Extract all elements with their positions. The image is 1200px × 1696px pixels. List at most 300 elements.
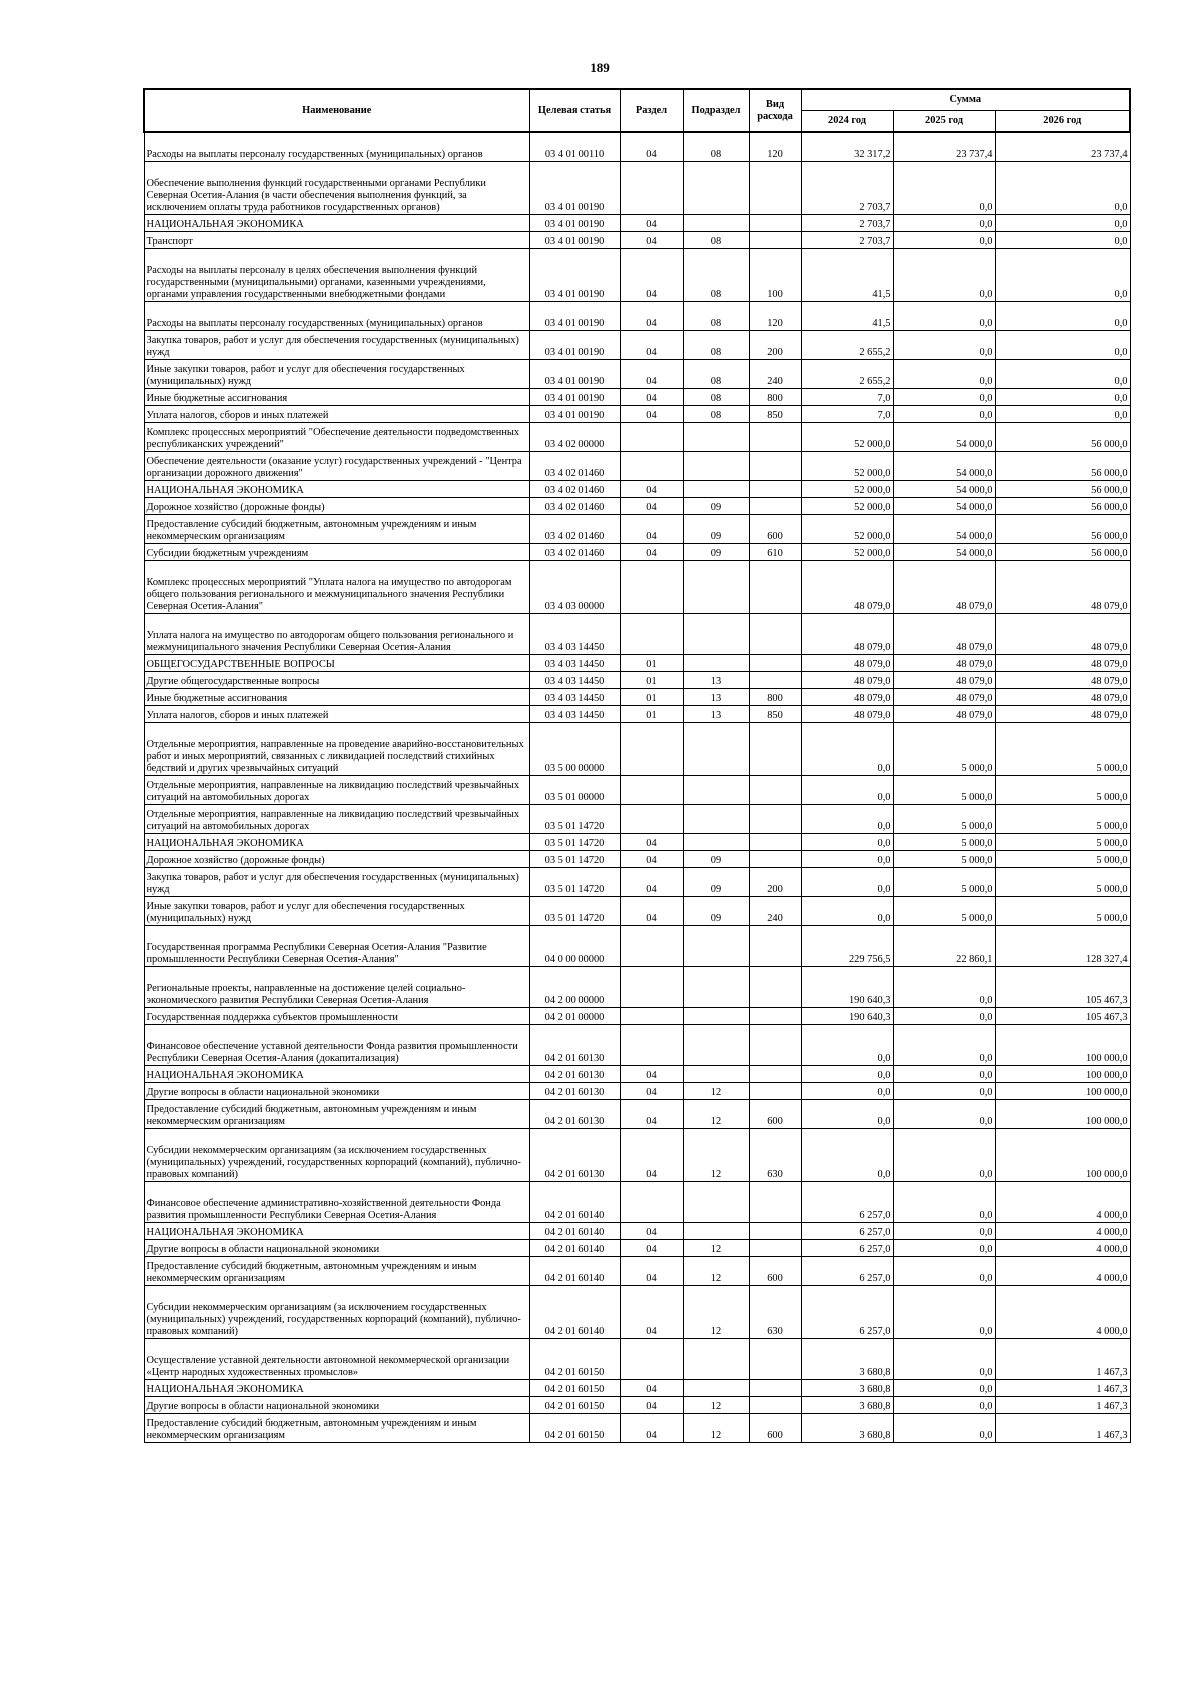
cell-name: Транспорт [144, 232, 529, 249]
cell-2026: 5 000,0 [995, 868, 1130, 897]
cell-2026: 4 000,0 [995, 1182, 1130, 1223]
cell-expense-type [749, 1182, 801, 1223]
table-row [144, 1257, 1130, 1286]
table-row [144, 515, 1130, 544]
cell-name: НАЦИОНАЛЬНАЯ ЭКОНОМИКА [144, 215, 529, 232]
cell-section: 04 [620, 1380, 683, 1397]
cell-subsection: 08 [683, 331, 749, 360]
cell-target: 03 4 01 00190 [529, 360, 620, 389]
cell-target: 03 4 03 14450 [529, 689, 620, 706]
cell-2026: 105 467,3 [995, 1008, 1130, 1025]
table-row [144, 672, 1130, 689]
cell-2024: 3 680,8 [801, 1397, 893, 1414]
cell-target: 04 2 01 60150 [529, 1380, 620, 1397]
cell-subsection [683, 423, 749, 452]
table-row [144, 834, 1130, 851]
cell-section [620, 1025, 683, 1066]
cell-section [620, 926, 683, 967]
cell-section: 04 [620, 406, 683, 423]
cell-2025: 54 000,0 [893, 452, 995, 481]
cell-2025: 0,0 [893, 1223, 995, 1240]
cell-2026: 5 000,0 [995, 723, 1130, 776]
cell-name: Региональные проекты, направленные на достижение целей социально-экономического развития Республики Северная Осетия-Алания [144, 967, 529, 1008]
cell-2026: 56 000,0 [995, 481, 1130, 498]
cell-2026: 0,0 [995, 406, 1130, 423]
cell-expense-type [749, 1066, 801, 1083]
cell-2026: 0,0 [995, 232, 1130, 249]
cell-name: Расходы на выплаты персоналу государственных (муниципальных) органов [144, 302, 529, 331]
cell-name: Закупка товаров, работ и услуг для обеспечения государственных (муниципальных) нужд [144, 868, 529, 897]
cell-target: 04 2 01 60140 [529, 1223, 620, 1240]
cell-2025: 48 079,0 [893, 561, 995, 614]
cell-2026: 5 000,0 [995, 851, 1130, 868]
cell-target: 03 4 01 00190 [529, 232, 620, 249]
cell-subsection: 12 [683, 1414, 749, 1443]
cell-subsection [683, 452, 749, 481]
table-row [144, 926, 1130, 967]
cell-2026: 128 327,4 [995, 926, 1130, 967]
cell-2024: 52 000,0 [801, 498, 893, 515]
cell-2025: 0,0 [893, 1414, 995, 1443]
table-row [144, 805, 1130, 834]
cell-2024: 2 703,7 [801, 232, 893, 249]
cell-target: 04 2 00 00000 [529, 967, 620, 1008]
table-row [144, 132, 1130, 162]
cell-2024: 3 680,8 [801, 1380, 893, 1397]
cell-section [620, 614, 683, 655]
cell-target: 03 4 01 00110 [529, 132, 620, 162]
cell-section: 04 [620, 1397, 683, 1414]
cell-name: Предоставление субсидий бюджетным, автономным учреждениям и иным некоммерческим организациям [144, 1257, 529, 1286]
cell-target: 03 5 01 14720 [529, 897, 620, 926]
cell-2025: 0,0 [893, 302, 995, 331]
cell-subsection [683, 967, 749, 1008]
table-row [144, 723, 1130, 776]
cell-name: Предоставление субсидий бюджетным, автономным учреждениям и иным некоммерческим организациям [144, 515, 529, 544]
cell-expense-type [749, 851, 801, 868]
cell-subsection: 09 [683, 498, 749, 515]
cell-section: 04 [620, 1129, 683, 1182]
cell-2025: 0,0 [893, 1100, 995, 1129]
cell-2024: 0,0 [801, 723, 893, 776]
cell-subsection [683, 561, 749, 614]
cell-2024: 0,0 [801, 834, 893, 851]
table-row [144, 360, 1130, 389]
cell-name: Расходы на выплаты персоналу в целях обеспечения выполнения функций государственными (муниципальными) органами, казенными учреждениями, органами управления государственными внебюджетными фондами [144, 249, 529, 302]
cell-2026: 100 000,0 [995, 1100, 1130, 1129]
cell-section: 04 [620, 302, 683, 331]
cell-section [620, 423, 683, 452]
cell-2024: 6 257,0 [801, 1240, 893, 1257]
cell-target: 03 4 01 00190 [529, 389, 620, 406]
cell-target: 03 4 02 00000 [529, 423, 620, 452]
cell-section: 04 [620, 897, 683, 926]
cell-expense-type: 800 [749, 689, 801, 706]
cell-subsection: 08 [683, 389, 749, 406]
cell-expense-type [749, 967, 801, 1008]
cell-2024: 52 000,0 [801, 452, 893, 481]
cell-name: Другие вопросы в области национальной экономики [144, 1240, 529, 1257]
cell-section [620, 452, 683, 481]
cell-2026: 100 000,0 [995, 1066, 1130, 1083]
cell-section: 01 [620, 672, 683, 689]
cell-subsection [683, 1025, 749, 1066]
page-number: 189 [590, 60, 610, 75]
cell-section [620, 776, 683, 805]
cell-2026: 1 467,3 [995, 1414, 1130, 1443]
cell-target: 04 2 01 60130 [529, 1066, 620, 1083]
cell-2026: 0,0 [995, 249, 1130, 302]
cell-target: 04 2 01 60140 [529, 1257, 620, 1286]
cell-target: 04 2 01 60130 [529, 1129, 620, 1182]
cell-2025: 5 000,0 [893, 834, 995, 851]
cell-target: 03 4 01 00190 [529, 302, 620, 331]
cell-expense-type: 600 [749, 515, 801, 544]
cell-2024: 52 000,0 [801, 515, 893, 544]
cell-expense-type [749, 805, 801, 834]
cell-subsection [683, 776, 749, 805]
cell-name: Государственная поддержка субъектов промышленности [144, 1008, 529, 1025]
table-row [144, 1223, 1130, 1240]
cell-2025: 5 000,0 [893, 851, 995, 868]
cell-target: 03 4 01 00190 [529, 215, 620, 232]
cell-2026: 0,0 [995, 162, 1130, 215]
cell-2026: 48 079,0 [995, 672, 1130, 689]
table-row [144, 498, 1130, 515]
cell-expense-type: 600 [749, 1100, 801, 1129]
cell-section: 04 [620, 1286, 683, 1339]
cell-name: Расходы на выплаты персоналу государственных (муниципальных) органов [144, 132, 529, 162]
cell-2025: 5 000,0 [893, 897, 995, 926]
cell-subsection: 13 [683, 689, 749, 706]
cell-subsection: 13 [683, 672, 749, 689]
table-header [144, 89, 1130, 132]
cell-2026: 1 467,3 [995, 1397, 1130, 1414]
cell-section: 04 [620, 1240, 683, 1257]
cell-expense-type [749, 423, 801, 452]
cell-expense-type [749, 926, 801, 967]
cell-name: Иные бюджетные ассигнования [144, 689, 529, 706]
cell-2024: 52 000,0 [801, 423, 893, 452]
table-row [144, 1240, 1130, 1257]
cell-section: 04 [620, 1083, 683, 1100]
header-section: Раздел [620, 89, 683, 132]
cell-expense-type [749, 1240, 801, 1257]
cell-2026: 4 000,0 [995, 1223, 1130, 1240]
cell-section [620, 967, 683, 1008]
cell-2026: 48 079,0 [995, 689, 1130, 706]
cell-expense-type: 120 [749, 132, 801, 162]
cell-subsection: 12 [683, 1100, 749, 1129]
cell-2025: 0,0 [893, 331, 995, 360]
cell-subsection: 12 [683, 1240, 749, 1257]
cell-expense-type [749, 162, 801, 215]
table-body [144, 132, 1130, 1443]
table-row [144, 689, 1130, 706]
table-row [144, 1129, 1130, 1182]
table-row [144, 331, 1130, 360]
cell-subsection: 09 [683, 544, 749, 561]
cell-name: Обеспечение деятельности (оказание услуг) государственных учреждений - "Центра организации дорожного движения" [144, 452, 529, 481]
table-row [144, 897, 1130, 926]
cell-expense-type [749, 1008, 801, 1025]
header-target: Целевая статья [529, 89, 620, 132]
cell-expense-type: 240 [749, 360, 801, 389]
cell-2026: 100 000,0 [995, 1025, 1130, 1066]
cell-target: 04 2 01 60130 [529, 1025, 620, 1066]
cell-2025: 5 000,0 [893, 868, 995, 897]
cell-name: Уплата налога на имущество по автодорогам общего пользования регионального и межмуниципального значения Республики Северная Осетия-Алания [144, 614, 529, 655]
cell-2024: 2 703,7 [801, 162, 893, 215]
cell-target: 03 4 02 01460 [529, 544, 620, 561]
cell-2026: 48 079,0 [995, 655, 1130, 672]
cell-2024: 6 257,0 [801, 1223, 893, 1240]
cell-subsection: 09 [683, 897, 749, 926]
cell-2025: 5 000,0 [893, 723, 995, 776]
cell-2024: 0,0 [801, 851, 893, 868]
cell-2025: 22 860,1 [893, 926, 995, 967]
cell-2026: 48 079,0 [995, 561, 1130, 614]
cell-name: Отдельные мероприятия, направленные на ликвидацию последствий чрезвычайных ситуаций на автомобильных дорогах [144, 776, 529, 805]
cell-section [620, 805, 683, 834]
table-row [144, 544, 1130, 561]
cell-2026: 56 000,0 [995, 452, 1130, 481]
cell-2024: 2 655,2 [801, 360, 893, 389]
cell-expense-type: 800 [749, 389, 801, 406]
cell-2025: 54 000,0 [893, 498, 995, 515]
table-row [144, 406, 1130, 423]
cell-2026: 5 000,0 [995, 776, 1130, 805]
cell-section: 04 [620, 360, 683, 389]
header-expense-type: Вид расхода [749, 89, 801, 132]
table-row [144, 1100, 1130, 1129]
cell-target: 03 4 01 00190 [529, 331, 620, 360]
table-row [144, 232, 1130, 249]
cell-name: НАЦИОНАЛЬНАЯ ЭКОНОМИКА [144, 1380, 529, 1397]
cell-2024: 0,0 [801, 805, 893, 834]
cell-2026: 1 467,3 [995, 1339, 1130, 1380]
cell-2025: 0,0 [893, 1129, 995, 1182]
cell-expense-type: 850 [749, 706, 801, 723]
cell-2025: 0,0 [893, 215, 995, 232]
cell-subsection [683, 481, 749, 498]
header-sum: Сумма [801, 89, 1130, 111]
cell-target: 04 2 01 60150 [529, 1339, 620, 1380]
cell-target: 03 4 01 00190 [529, 249, 620, 302]
cell-subsection: 08 [683, 249, 749, 302]
cell-name: НАЦИОНАЛЬНАЯ ЭКОНОМИКА [144, 1066, 529, 1083]
cell-2025: 0,0 [893, 1025, 995, 1066]
cell-2026: 48 079,0 [995, 706, 1130, 723]
cell-2026: 0,0 [995, 360, 1130, 389]
table-row [144, 851, 1130, 868]
cell-2025: 0,0 [893, 1240, 995, 1257]
cell-name: Отдельные мероприятия, направленные на ликвидацию последствий чрезвычайных ситуаций на автомобильных дорогах [144, 805, 529, 834]
cell-2024: 41,5 [801, 249, 893, 302]
table-row [144, 655, 1130, 672]
cell-2025: 0,0 [893, 1380, 995, 1397]
cell-target: 03 5 01 14720 [529, 805, 620, 834]
cell-section: 04 [620, 249, 683, 302]
cell-expense-type: 200 [749, 331, 801, 360]
cell-2026: 5 000,0 [995, 805, 1130, 834]
cell-2026: 100 000,0 [995, 1129, 1130, 1182]
cell-expense-type [749, 834, 801, 851]
cell-expense-type [749, 215, 801, 232]
cell-2024: 2 655,2 [801, 331, 893, 360]
cell-name: Иные закупки товаров, работ и услуг для обеспечения государственных (муниципальных) нужд [144, 897, 529, 926]
cell-expense-type [749, 498, 801, 515]
table-row [144, 614, 1130, 655]
cell-target: 03 4 03 14450 [529, 672, 620, 689]
cell-subsection: 09 [683, 868, 749, 897]
cell-2024: 3 680,8 [801, 1414, 893, 1443]
cell-2025: 48 079,0 [893, 706, 995, 723]
cell-target: 03 4 03 00000 [529, 561, 620, 614]
table-row [144, 1414, 1130, 1443]
table-row [144, 1066, 1130, 1083]
cell-2025: 0,0 [893, 360, 995, 389]
cell-expense-type [749, 1083, 801, 1100]
cell-name: Комплекс процессных мероприятий "Уплата налога на имущество по автодорогам общего пользования регионального и межмуниципального значения Республики Северная Осетия-Алания" [144, 561, 529, 614]
cell-2026: 105 467,3 [995, 967, 1130, 1008]
table-row [144, 302, 1130, 331]
table-row [144, 452, 1130, 481]
cell-name: Субсидии бюджетным учреждениям [144, 544, 529, 561]
cell-2024: 0,0 [801, 1025, 893, 1066]
table-row [144, 561, 1130, 614]
cell-2025: 0,0 [893, 1066, 995, 1083]
cell-expense-type [749, 655, 801, 672]
cell-2026: 4 000,0 [995, 1286, 1130, 1339]
cell-target: 04 2 01 60140 [529, 1240, 620, 1257]
cell-expense-type: 120 [749, 302, 801, 331]
cell-section: 04 [620, 868, 683, 897]
cell-2025: 0,0 [893, 1397, 995, 1414]
cell-2024: 6 257,0 [801, 1182, 893, 1223]
cell-expense-type: 600 [749, 1257, 801, 1286]
cell-subsection [683, 1223, 749, 1240]
cell-2025: 54 000,0 [893, 481, 995, 498]
cell-2024: 190 640,3 [801, 967, 893, 1008]
cell-subsection: 08 [683, 232, 749, 249]
cell-expense-type [749, 232, 801, 249]
cell-name: Другие вопросы в области национальной экономики [144, 1083, 529, 1100]
cell-2024: 48 079,0 [801, 689, 893, 706]
cell-section [620, 162, 683, 215]
table-row [144, 1380, 1130, 1397]
cell-target: 04 2 01 60150 [529, 1397, 620, 1414]
cell-target: 03 4 01 00190 [529, 162, 620, 215]
cell-subsection [683, 162, 749, 215]
cell-2025: 0,0 [893, 232, 995, 249]
cell-2026: 4 000,0 [995, 1240, 1130, 1257]
cell-section: 01 [620, 706, 683, 723]
cell-subsection: 08 [683, 360, 749, 389]
cell-2024: 0,0 [801, 868, 893, 897]
cell-subsection [683, 723, 749, 776]
cell-section [620, 561, 683, 614]
cell-2024: 48 079,0 [801, 672, 893, 689]
cell-subsection: 08 [683, 406, 749, 423]
cell-target: 03 4 03 14450 [529, 706, 620, 723]
table-row [144, 967, 1130, 1008]
cell-section: 04 [620, 851, 683, 868]
cell-2024: 48 079,0 [801, 561, 893, 614]
cell-expense-type [749, 1397, 801, 1414]
cell-target: 03 5 01 14720 [529, 851, 620, 868]
cell-2026: 56 000,0 [995, 423, 1130, 452]
cell-2025: 0,0 [893, 1008, 995, 1025]
cell-2025: 5 000,0 [893, 805, 995, 834]
cell-2026: 1 467,3 [995, 1380, 1130, 1397]
cell-2024: 0,0 [801, 1100, 893, 1129]
cell-2025: 0,0 [893, 1339, 995, 1380]
header-2026: 2026 год [995, 111, 1130, 133]
cell-subsection [683, 215, 749, 232]
cell-name: Субсидии некоммерческим организациям (за исключением государственных (муниципальных) учреждений, государственных корпораций (компаний), публично-правовых компаний) [144, 1286, 529, 1339]
cell-name: НАЦИОНАЛЬНАЯ ЭКОНОМИКА [144, 481, 529, 498]
cell-2025: 0,0 [893, 1182, 995, 1223]
cell-2026: 5 000,0 [995, 897, 1130, 926]
cell-subsection: 08 [683, 302, 749, 331]
cell-section: 01 [620, 689, 683, 706]
cell-name: Государственная программа Республики Северная Осетия-Алания "Развитие промышленности Республики Северная Осетия-Алания" [144, 926, 529, 967]
cell-target: 04 2 01 00000 [529, 1008, 620, 1025]
cell-section: 04 [620, 215, 683, 232]
table-row [144, 1286, 1130, 1339]
cell-2024: 0,0 [801, 1083, 893, 1100]
cell-expense-type [749, 561, 801, 614]
cell-2025: 0,0 [893, 162, 995, 215]
cell-expense-type: 240 [749, 897, 801, 926]
cell-expense-type: 100 [749, 249, 801, 302]
cell-name: Финансовое обеспечение уставной деятельности Фонда развития промышленности Республики Северная Осетия-Алания (докапитализация) [144, 1025, 529, 1066]
header-name: Наименование [144, 89, 529, 132]
cell-2026: 0,0 [995, 215, 1130, 232]
table-row [144, 1339, 1130, 1380]
cell-2024: 229 756,5 [801, 926, 893, 967]
cell-name: Предоставление субсидий бюджетным, автономным учреждениям и иным некоммерческим организациям [144, 1100, 529, 1129]
table-row [144, 706, 1130, 723]
cell-name: Отдельные мероприятия, направленные на проведение аварийно-восстановительных работ и иных мероприятий, связанных с ликвидацией последствий стихийных бедствий и других чрезвычайных ситуаций [144, 723, 529, 776]
cell-2024: 32 317,2 [801, 132, 893, 162]
cell-2024: 41,5 [801, 302, 893, 331]
cell-subsection: 12 [683, 1129, 749, 1182]
cell-expense-type: 630 [749, 1286, 801, 1339]
cell-section: 04 [620, 1414, 683, 1443]
cell-2024: 0,0 [801, 1066, 893, 1083]
cell-2024: 52 000,0 [801, 544, 893, 561]
cell-expense-type [749, 452, 801, 481]
cell-2024: 190 640,3 [801, 1008, 893, 1025]
cell-subsection: 12 [683, 1083, 749, 1100]
cell-2026: 4 000,0 [995, 1257, 1130, 1286]
cell-subsection [683, 614, 749, 655]
cell-expense-type [749, 481, 801, 498]
cell-name: Иные закупки товаров, работ и услуг для обеспечения государственных (муниципальных) нужд [144, 360, 529, 389]
table-row [144, 481, 1130, 498]
cell-expense-type: 600 [749, 1414, 801, 1443]
cell-2025: 54 000,0 [893, 515, 995, 544]
cell-target: 03 4 01 00190 [529, 406, 620, 423]
cell-name: НАЦИОНАЛЬНАЯ ЭКОНОМИКА [144, 1223, 529, 1240]
table-row [144, 389, 1130, 406]
cell-section: 04 [620, 481, 683, 498]
cell-2024: 6 257,0 [801, 1286, 893, 1339]
cell-subsection: 12 [683, 1257, 749, 1286]
cell-target: 04 2 01 60130 [529, 1100, 620, 1129]
